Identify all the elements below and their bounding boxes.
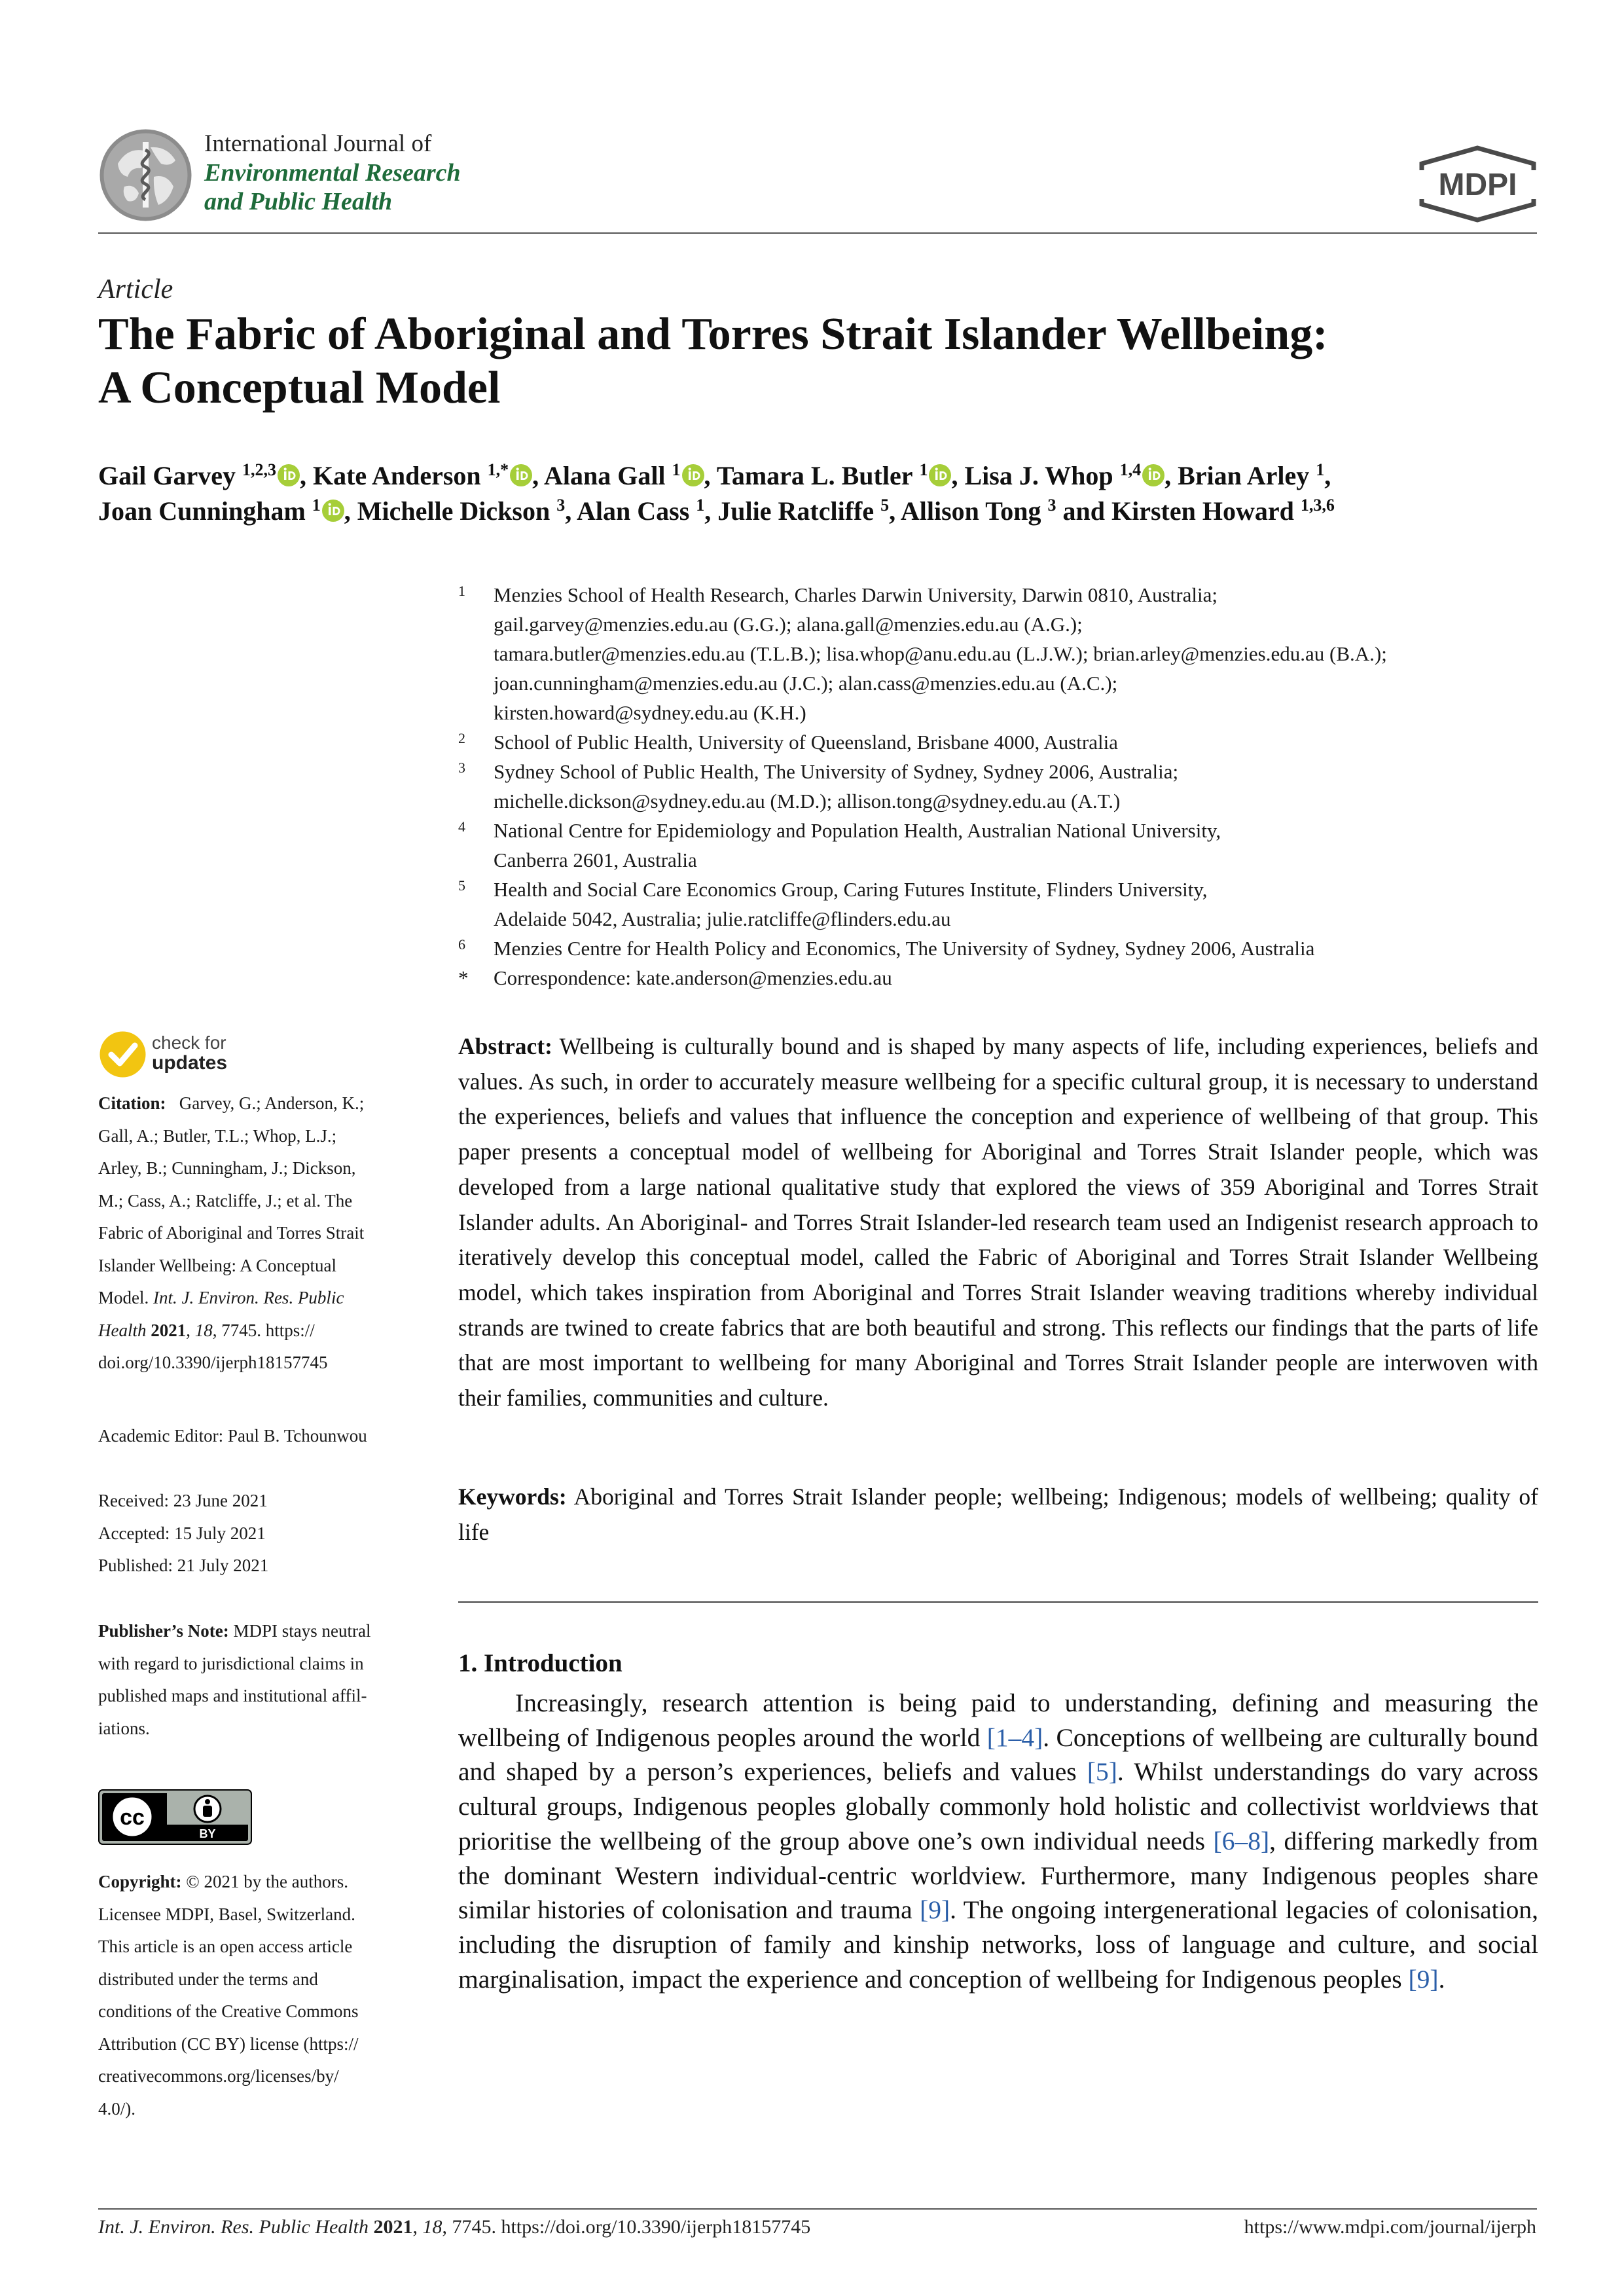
journal-logo xyxy=(98,128,193,223)
affiliation-item xyxy=(458,816,1545,875)
affiliation-line: Menzies School of Health Research, Charles Darwin University, Darwin 0810, Australia; xyxy=(494,583,1218,606)
orcid-icon[interactable] xyxy=(929,464,951,486)
check-updates-line1: check for xyxy=(152,1032,226,1053)
publisher-note-line: published maps and institutional affil- xyxy=(98,1686,367,1705)
citation-line: Garvey, G.; Anderson, K.; xyxy=(179,1093,365,1113)
author-name: Allison Tong xyxy=(900,496,1041,526)
author-separator: , xyxy=(1324,461,1331,490)
accepted-date: Accepted: 15 July 2021 xyxy=(98,1523,266,1543)
academic-editor: Academic Editor: Paul B. Tchounwou xyxy=(98,1426,367,1446)
author xyxy=(98,461,313,490)
copyright-line[interactable]: Attribution (CC BY) license (https:// xyxy=(98,2033,359,2054)
citation-volume: 18 xyxy=(194,1320,213,1340)
affiliation-line: Adelaide 5042, Australia; julie.ratcliffe@flinders.edu.au xyxy=(494,907,951,930)
author-affiliation-marks: 1 xyxy=(696,496,705,515)
author-name: Gail Garvey xyxy=(98,461,236,490)
orcid-icon[interactable] xyxy=(1142,464,1164,486)
citation-line: Fabric of Aboriginal and Torres Strait xyxy=(98,1223,365,1243)
footer-doi[interactable]: , 7745. https://doi.org/10.3390/ijerph18157745 xyxy=(442,2216,811,2238)
journal-name-line3: and Public Health xyxy=(204,188,393,215)
author-separator: , xyxy=(704,461,717,490)
footer-divider xyxy=(98,2208,1537,2210)
affiliation-line: Canberra 2601, Australia xyxy=(494,848,697,871)
article-title-line2: A Conceptual Model xyxy=(98,363,501,413)
citation-ref[interactable]: [6–8] xyxy=(1213,1826,1270,1855)
author-name: Lisa J. Whop xyxy=(964,461,1113,490)
publisher-note-label: Publisher’s Note: xyxy=(98,1621,229,1641)
author-affiliation-marks: 5 xyxy=(880,496,890,515)
orcid-icon[interactable] xyxy=(322,500,344,522)
publisher-note xyxy=(98,1615,425,1745)
abstract-text: Wellbeing is culturally bound and is shaped by many aspects of life, including experiences, beliefs and values. As such, in order to accurately measure wellbeing for a specific cultural group, it is necessary to understand the experiences, beliefs and values that influence the conception and experience of wellbeing of that group. This paper presents a conceptual model of wellbeing for Aboriginal and Torres Strait Islander people, which was developed from a large national qualitative study that explored the views of 359 Aboriginal and Torres Strait Islander adults. An Aboriginal- and Torres Strait Islander-led research team used an Indigenist research approach to iteratively develop this conceptual model, called the Fabric of Aboriginal and Torres Strait Islander Wellbeing model, which takes inspiration from Aboriginal and Torres Strait Islander weaving traditions whereby individual strands are twined to create fabrics that are both beautiful and strong. This reflects our findings that the parts of life that are most important to wellbeing for many Aboriginal and Torres Strait Islander people are interwoven with their families, communities and culture. xyxy=(458,1033,1539,1412)
affiliation-line: Correspondence: kate.anderson@menzies.edu.au xyxy=(494,966,892,989)
affiliation-marker: 3 xyxy=(458,759,465,776)
author-name: Joan Cunningham xyxy=(98,496,306,526)
affiliation-marker: 6 xyxy=(458,936,465,953)
author-affiliation-marks: 1,2,3 xyxy=(242,460,276,479)
author xyxy=(313,461,544,490)
affiliation-marker: 4 xyxy=(458,818,465,835)
author-separator: , xyxy=(532,461,544,490)
citation-ref[interactable]: [5] xyxy=(1087,1757,1117,1787)
author-name: Michelle Dickson xyxy=(357,496,550,526)
check-updates-icon xyxy=(98,1030,147,1079)
affiliation-line: National Centre for Epidemiology and Population Health, Australian National University, xyxy=(494,819,1221,842)
citation-line: Gall, A.; Butler, T.L.; Whop, L.J.; xyxy=(98,1125,337,1146)
copyright-line: conditions of the Creative Commons xyxy=(98,2001,359,2021)
citation-body: Garvey, G.; Anderson, K.; Gall, A.; Butler, T.L.; Whop, L.J.; Arley, B.; Cunningham, J.; Dickson, M.; Cass, A.; Ratcliffe, J.; et al. The Fabric of Aboriginal and Torres Strait Islander Wellbeing: A Conceptual Model. Int. J. Environ. Res. Public Health 2021, 18, 7745. https:// doi.org/10.3390/ijerph18157745 xyxy=(98,1093,365,1372)
cc-by-label: BY xyxy=(199,1827,216,1840)
copyright-line: Licensee MDPI, Basel, Switzerland. xyxy=(98,1904,355,1924)
author-affiliation-marks: 1 xyxy=(919,460,928,479)
mdpi-logo xyxy=(1417,145,1538,223)
footer-citation: Int. J. Environ. Res. Public Health 2021, 18, 7745. https://doi.org/10.3390/ijerph18157745 xyxy=(98,2216,811,2238)
publisher-note-line: MDPI stays neutral xyxy=(233,1621,371,1641)
author-separator: , xyxy=(344,496,357,526)
introduction-paragraph xyxy=(458,1686,1538,1996)
citation-year: 2021 xyxy=(151,1320,187,1340)
citation-ref[interactable]: [9] xyxy=(920,1895,950,1925)
affiliation-list xyxy=(458,580,1545,993)
copyright-line[interactable]: creativecommons.org/licenses/by/ xyxy=(98,2066,339,2086)
author-name: Kirsten Howard xyxy=(1111,496,1294,526)
copyright-line[interactable]: 4.0/). xyxy=(98,2098,135,2119)
citation-line: M.; Cass, A.; Ratcliffe, J.; et al. The xyxy=(98,1190,353,1211)
affiliation-item xyxy=(458,934,1545,963)
header-divider xyxy=(98,232,1537,234)
intro-text-2: . Conceptions of wellbeing are culturally bound and shaped by a person’s experiences, beliefs and values xyxy=(458,1722,1538,1787)
affiliation-item xyxy=(458,963,1545,993)
affiliation-item xyxy=(458,757,1545,816)
citation-ref[interactable]: [9] xyxy=(1408,1964,1439,1994)
author-affiliation-marks: 1,3,6 xyxy=(1300,496,1335,515)
intro-text-5: . The ongoing intergenerational legacies of colonisation, including the disruption of family and kinship networks, loss of language and culture, and social marginalisation, impact the experience and conception of wellbeing for Indigenous peoples xyxy=(458,1895,1539,1994)
author xyxy=(717,461,965,490)
section-heading-introduction: 1. Introduction xyxy=(458,1649,623,1677)
author-name: Alana Gall xyxy=(543,461,666,490)
citation-doi-link[interactable]: doi.org/10.3390/ijerph18157745 xyxy=(98,1353,328,1372)
author xyxy=(357,496,577,526)
author-list xyxy=(98,458,1538,529)
affiliation-line: michelle.dickson@sydney.edu.au (M.D.); allison.tong@sydney.edu.au (A.T.) xyxy=(494,790,1121,812)
published-date: Published: 21 July 2021 xyxy=(98,1556,269,1575)
affiliation-line: Health and Social Care Economics Group, Caring Futures Institute, Flinders University, xyxy=(494,878,1208,901)
cc-icon: cc xyxy=(120,1805,145,1830)
citation-line: Islander Wellbeing: A Conceptual xyxy=(98,1255,336,1275)
keywords xyxy=(458,1480,1538,1550)
footer-volume: 18 xyxy=(422,2216,442,2238)
author-name: Brian Arley xyxy=(1178,461,1310,490)
author-affiliation-marks: 1,* xyxy=(487,460,509,479)
affiliation-line: Sydney School of Public Health, The University of Sydney, Sydney 2006, Australia; xyxy=(494,760,1179,783)
person-icon-body xyxy=(203,1806,212,1817)
author-separator: , xyxy=(1164,461,1178,490)
publisher-note-line: iations. xyxy=(98,1718,150,1738)
author-affiliation-marks: 3 xyxy=(1047,496,1056,515)
author-affiliation-marks: 1 xyxy=(312,496,321,515)
journal-name-line2: Environmental Research xyxy=(204,159,461,187)
affiliation-line: joan.cunningham@menzies.edu.au (J.C.); alan.cass@menzies.edu.au (A.C.); xyxy=(494,672,1118,695)
intro-text-4: , differing markedly from the dominant Western individual-centric worldview. Furthermore, many Indigenous peoples share similar histories of colonisation and trauma xyxy=(458,1826,1538,1925)
orcid-icon[interactable] xyxy=(510,464,532,486)
received-date: Received: 23 June 2021 xyxy=(98,1491,268,1510)
check-for-updates-badge[interactable] xyxy=(98,1030,281,1082)
affiliation-line: kirsten.howard@sydney.edu.au (K.H.) xyxy=(494,701,806,724)
copyright-block xyxy=(98,1866,425,2125)
author-name: Kate Anderson xyxy=(312,461,481,490)
author-separator: and xyxy=(1056,496,1111,526)
intro-text-6: . xyxy=(1438,1964,1445,1994)
citation-line: Arley, B.; Cunningham, J.; Dickson, xyxy=(98,1158,356,1178)
keywords-label: Keywords: xyxy=(458,1484,567,1510)
keywords-text: Aboriginal and Torres Strait Islander people; wellbeing; Indigenous; models of wellbeing; quality of life xyxy=(458,1484,1539,1545)
affiliation-marker: 5 xyxy=(458,877,465,894)
section-divider xyxy=(458,1601,1538,1603)
copyright-line: This article is an open access article xyxy=(98,1937,353,1956)
author xyxy=(1178,461,1331,490)
check-updates-line2: updates xyxy=(152,1052,228,1074)
orcid-icon[interactable] xyxy=(278,464,300,486)
journal-name-line1: International Journal of xyxy=(204,130,432,157)
author-separator: , xyxy=(889,496,901,526)
citation-journal: Int. J. Environ. Res. Public xyxy=(153,1288,344,1307)
orcid-icon[interactable] xyxy=(682,464,704,486)
intro-text-3: . Whilst understandings do vary across cultural groups, Indigenous peoples globally commonly hold holistic and collectivist worldviews that prioritise the wellbeing of the group above one’s own individual needs xyxy=(458,1757,1538,1855)
author-separator: , xyxy=(565,496,577,526)
author xyxy=(1111,496,1335,526)
affiliation-marker: 2 xyxy=(458,730,465,746)
citation-journal-2: Health xyxy=(98,1320,147,1340)
copyright-line: distributed under the terms and xyxy=(98,1969,318,1989)
cc-by-license-badge[interactable] xyxy=(98,1789,252,1845)
mdpi-logo-text: MDPI xyxy=(1438,168,1517,202)
author xyxy=(98,496,357,526)
abstract xyxy=(458,1029,1538,1416)
footer-year: 2021 xyxy=(373,2216,413,2238)
footer-journal-url[interactable]: https://www.mdpi.com/journal/ijerph xyxy=(1244,2216,1536,2238)
author-name: Julie Ratcliffe xyxy=(717,496,875,526)
author-separator: , xyxy=(704,496,718,526)
affiliation-item xyxy=(458,580,1545,727)
copyright-label: Copyright: xyxy=(98,1872,182,1891)
author-separator: , xyxy=(951,461,965,490)
author-name: Alan Cass xyxy=(577,496,690,526)
dates-block xyxy=(98,1485,425,1582)
citation-line: Model. xyxy=(98,1288,149,1307)
author-affiliation-marks: 3 xyxy=(556,496,566,515)
intro-text-1: Increasingly, research attention is being paid to understanding, defining and measuring the wellbeing of Indigenous peoples around the world xyxy=(458,1688,1538,1752)
author-affiliation-marks: 1 xyxy=(672,460,681,479)
copyright-line: © 2021 by the authors. xyxy=(186,1872,348,1891)
affiliation-line: tamara.butler@menzies.edu.au (T.L.B.); lisa.whop@anu.edu.au (L.J.W.); brian.arley@menzies.edu.au (B.A.); xyxy=(494,642,1387,665)
author xyxy=(577,496,717,526)
footer-journal: Int. J. Environ. Res. Public Health xyxy=(98,2216,369,2238)
author-affiliation-marks: 1,4 xyxy=(1119,460,1142,479)
publisher-note-line: with regard to jurisdictional claims in xyxy=(98,1653,364,1673)
citation-ref[interactable]: [1–4] xyxy=(986,1722,1043,1752)
article-type: Article xyxy=(98,274,173,304)
article-title xyxy=(98,308,1538,415)
author-name: Tamara L. Butler xyxy=(716,461,913,490)
affiliation-line: gail.garvey@menzies.edu.au (G.G.); alana.gall@menzies.edu.au (A.G.); xyxy=(494,613,1083,636)
abstract-label: Abstract: xyxy=(458,1033,552,1059)
citation-label: Citation: xyxy=(98,1093,166,1113)
affiliation-marker: * xyxy=(458,966,469,989)
citation-pages: , 7745. https:// xyxy=(212,1320,315,1340)
author-affiliation-marks: 1 xyxy=(1316,460,1325,479)
affiliation-marker: 1 xyxy=(458,583,465,599)
author xyxy=(901,496,1111,526)
author-separator: , xyxy=(299,461,313,490)
citation-block xyxy=(98,1087,425,1379)
affiliation-line: School of Public Health, University of Queensland, Brisbane 4000, Australia xyxy=(494,731,1118,754)
author xyxy=(544,461,717,490)
author xyxy=(964,461,1178,490)
author xyxy=(717,496,901,526)
article-title-line1: The Fabric of Aboriginal and Torres Strait Islander Wellbeing: xyxy=(98,309,1328,359)
journal-name xyxy=(204,130,461,216)
affiliation-item xyxy=(458,727,1545,757)
person-icon-head xyxy=(205,1799,210,1804)
affiliation-item xyxy=(458,875,1545,934)
affiliation-line: Menzies Centre for Health Policy and Economics, The University of Sydney, Sydney 2006, Australia xyxy=(494,937,1315,960)
